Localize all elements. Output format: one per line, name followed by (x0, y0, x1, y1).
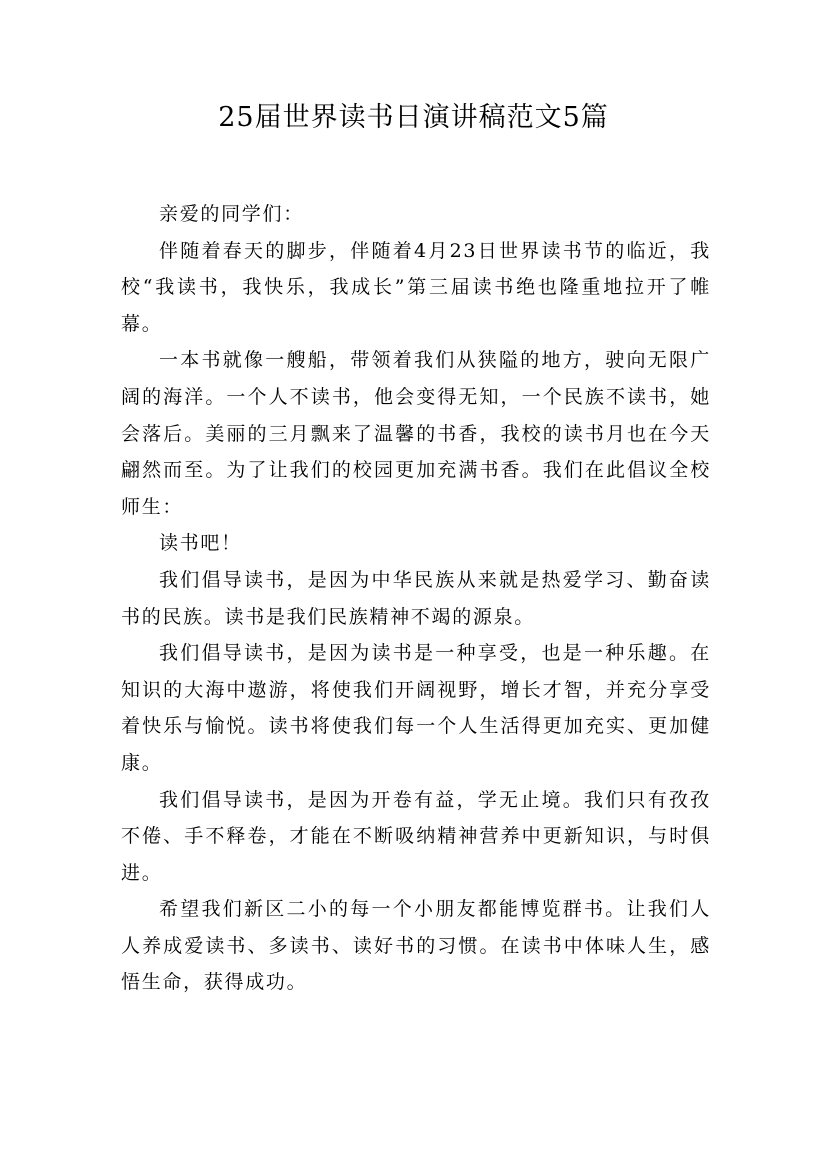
paragraph-greeting: 亲爱的同学们： (159, 203, 304, 225)
paragraph: 读书吧！ (159, 532, 242, 555)
paragraph: 我们倡导读书，是因为开卷有益，学无止境。我们只有孜孜不倦、手不释卷，才能在不断吸纳精神营养中更新知识，与时俱进。 (121, 788, 711, 884)
paragraph: 伴随着春天的脚步，伴随着4月23日世界读书节的临近，我校“我读书，我快乐，我成长”第三届读书绝也隆重地拉开了帷幕。 (121, 239, 711, 335)
paragraph: 我们倡导读书，是因为读书是一种享受，也是一种乐趣。在知识的大海中遨游，将使我们开阔视野，增长才智，并充分享受着快乐与愉悦。读书将使我们每一个人生活得更加充实、更加健康。 (121, 642, 711, 774)
paragraph: 一本书就像一艘船，带领着我们从狭隘的地方，驶向无限广阔的海洋。一个人不读书，他会变得无知，一个民族不读书，她会落后。美丽的三月飘来了温馨的书香，我校的读书月也在今天翩然而至。为了让我们的校园更加充满书香。我们在此倡议全校师生： (121, 349, 711, 518)
document-title: 25届世界读书日演讲稿范文5篇 (218, 102, 609, 133)
document-body (121, 196, 711, 1001)
paragraph: 希望我们新区二小的每一个小朋友都能博览群书。让我们人人养成爱读书、多读书、读好书的习惯。在读书中体味人生，感悟生命，获得成功。 (121, 898, 711, 994)
paragraph: 我们倡导读书，是因为中华民族从来就是热爱学习、勤奋读书的民族。读书是我们民族精神不竭的源泉。 (121, 568, 711, 628)
